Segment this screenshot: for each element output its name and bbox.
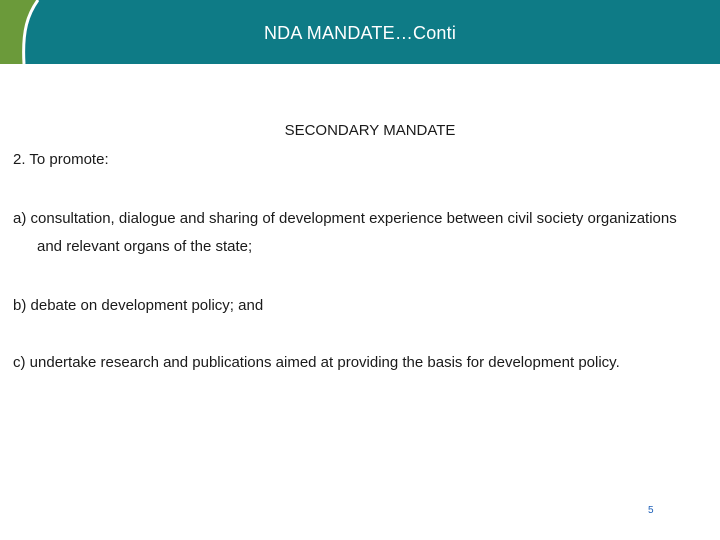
page-number: 5 bbox=[648, 505, 654, 516]
list-item-c: c) undertake research and publications aimed at providing the basis for development policy. bbox=[13, 354, 620, 371]
list-item-a: a) consultation, dialogue and sharing of development experience between civil society organizations and relevant organs of the state; bbox=[13, 210, 677, 255]
slide-title: NDA MANDATE…Conti bbox=[263, 23, 457, 43]
list-item-b: b) debate on development policy; and bbox=[13, 297, 264, 314]
section-subtitle: SECONDARY MANDATE bbox=[284, 122, 456, 139]
intro-text: 2. To promote: bbox=[13, 151, 109, 168]
